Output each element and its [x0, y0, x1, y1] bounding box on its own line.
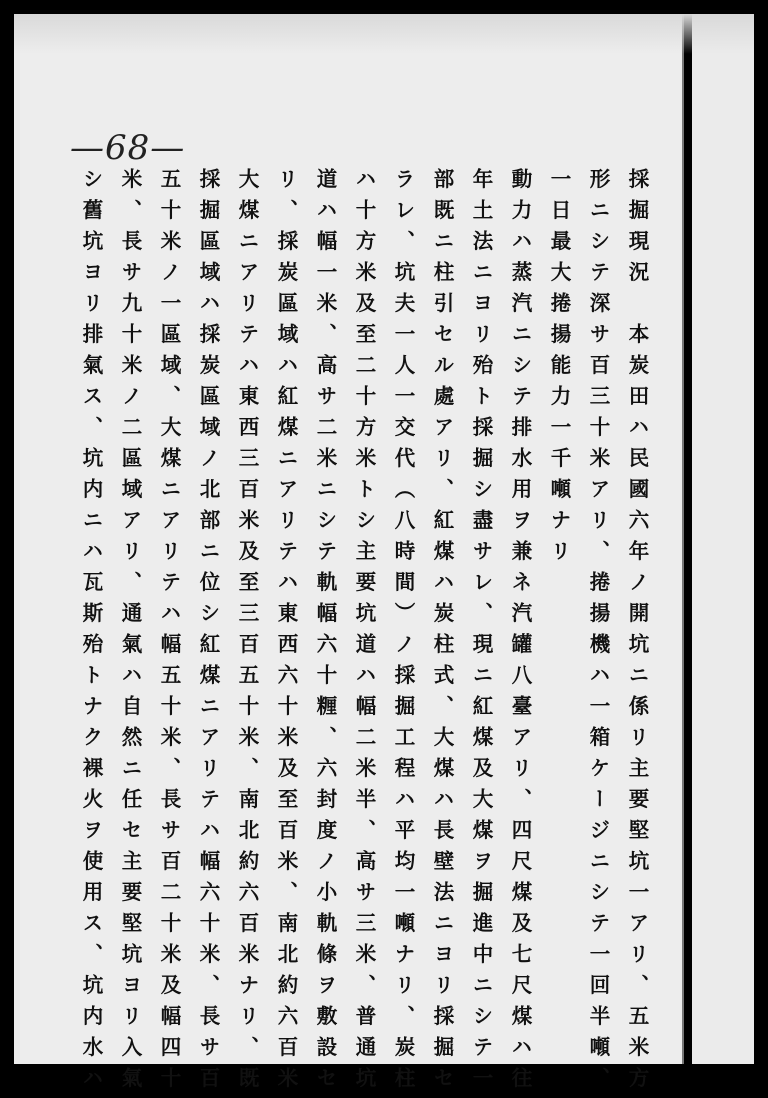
- text-column: リ、採炭區域ハ紅煤ニアリテハ東西六十米及至百米、南北約六百米: [274, 168, 298, 1098]
- text-column: 採掘現況 本炭田ハ民國六年ノ開坑ニ係リ主要堅坑一アリ、五米方: [625, 168, 649, 1098]
- text-column: 大煤ニアリテハ東西三百米及至三百五十米、南北約六百米ナリ、既: [235, 168, 259, 1098]
- text-column: 年土法ニヨリ殆ト採掘シ盡サレ、現ニ紅煤及大煤ヲ掘進中ニシテ一: [469, 168, 493, 1098]
- vertical-text-block: [71, 168, 656, 1098]
- text-column: 部既ニ柱引セル處アリ、紅煤ハ炭柱式、大煤ハ長壁法ニヨリ採掘セ: [430, 168, 454, 1098]
- scan-shading: [14, 14, 754, 54]
- adjacent-page-edge: [692, 14, 754, 1064]
- text-column: ラレ、坑夫一人一交代（八時間）ノ採掘工程ハ平均一噸ナリ、炭柱: [391, 168, 415, 1098]
- text-column: 採掘區域ハ採炭區域ノ北部ニ位シ紅煤ニアリテハ幅六十米、長サ百: [196, 168, 220, 1098]
- text-column: 形ニシテ深サ百三十米アリ、捲揚機ハ一箱ケージニシテ一回半噸、: [586, 168, 610, 1098]
- text-column: 一日最大捲揚能力一千噸ナリ: [547, 168, 571, 571]
- page-number: —68—: [70, 128, 186, 168]
- text-column: シ舊坑ヨリ排氣ス、坑内ニハ瓦斯殆トナク裸火ヲ使用ス、坑内水ハ: [79, 168, 103, 1098]
- text-column: 動力ハ蒸汽ニシテ排水用ヲ兼ネ汽罐八臺アリ、四尺煤及七尺煤ハ往: [508, 168, 532, 1098]
- text-column: 五十米ノ一區域、大煤ニアリテハ幅五十米、長サ百二十米及幅四十: [157, 168, 181, 1098]
- text-column: 米、長サ九十米ノ二區域アリ、通氣ハ自然ニ任セ主要堅坑ヨリ入氣: [118, 168, 142, 1098]
- text-column: ハ十方米及至二十方米トシ主要坑道ハ幅二米半、高サ三米、普通坑: [352, 168, 376, 1098]
- text-column: 道ハ幅一米、高サ二米ニシテ軌幅六十糎、六封度ノ小軌條ヲ敷設セ: [313, 168, 337, 1098]
